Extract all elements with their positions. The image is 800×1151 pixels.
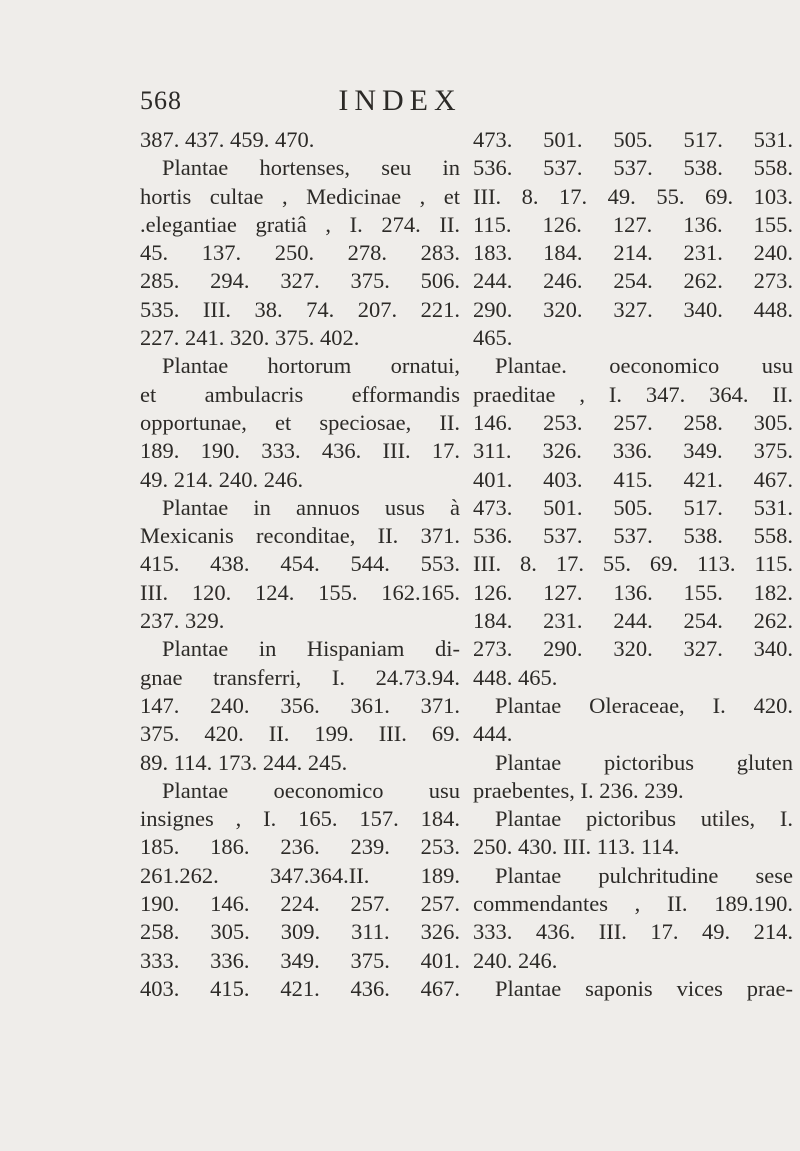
index-line: 473. 501. 505. 517. 531. [473, 127, 793, 152]
index-line: 333. 436. III. 17. 49. 214. [473, 919, 793, 945]
index-line: Plantae pictoribus gluten [495, 749, 793, 775]
index-line: Plantae. oeconomico usu [495, 353, 793, 379]
index-line: III. 8. 17. 49. 55. 69. 103. [473, 183, 793, 209]
index-line: Plantae hortenses, seu in [162, 155, 460, 181]
index-line: Mexicanis reconditae, II. 371. [140, 523, 460, 549]
page-number: 568 [140, 86, 182, 115]
index-line: 290. 320. 327. 340. 448. [473, 296, 793, 322]
index-line: gnae transferri, I. 24.73.94. [140, 664, 460, 690]
index-line: 237. 329. [140, 608, 225, 634]
index-line: 273. 290. 320. 327. 340. [473, 636, 793, 662]
index-line: et ambulacris efformandis [140, 381, 460, 407]
index-line: opportunae, et speciosae, II. [140, 409, 460, 435]
index-line: Plantae Oleraceae, I. 420. [495, 692, 793, 718]
index-line: Plantae in Hispaniam di- [162, 636, 460, 662]
index-line: 45. 137. 250. 278. 283. [140, 240, 460, 266]
index-line: 184. 231. 244. 254. 262. [473, 608, 793, 634]
index-line: III. 120. 124. 155. 162.165. [140, 579, 460, 605]
running-title: INDEX [338, 84, 462, 117]
index-line: Plantae in annuos usus à [162, 494, 460, 520]
index-line: praeditae , I. 347. 364. II. [473, 381, 793, 407]
index-line: 448. 465. [473, 664, 558, 690]
index-line: 244. 246. 254. 262. 273. [473, 268, 793, 294]
index-line: 311. 326. 336. 349. 375. [473, 438, 793, 464]
index-line: 444. [473, 721, 513, 747]
index-line: Plantae pictoribus utiles, I. [495, 806, 793, 832]
index-line: 190. 146. 224. 257. 257. [140, 891, 460, 917]
index-line: insignes , I. 165. 157. 184. [140, 806, 460, 832]
index-line: Plantae oeconomico usu [162, 777, 460, 803]
index-line: 227. 241. 320. 375. 402. [140, 325, 360, 351]
index-line: Plantae hortorum ornatui, [162, 353, 460, 379]
index-line: 536. 537. 537. 538. 558. [473, 155, 793, 181]
right-index-column [473, 126, 793, 1003]
index-line: praebentes, I. 236. 239. [473, 777, 684, 803]
index-line: 333. 336. 349. 375. 401. [140, 947, 460, 973]
index-line: 49. 214. 240. 246. [140, 466, 304, 492]
index-line: 258. 305. 309. 311. 326. [140, 919, 460, 945]
index-line: 250. 430. III. 113. 114. [473, 834, 680, 860]
index-line: Plantae pulchritudine sese [495, 862, 793, 888]
index-line: hortis cultae , Medicinae , et [140, 183, 460, 209]
index-line: 535. III. 38. 74. 207. 221. [140, 296, 460, 322]
index-line: 401. 403. 415. 421. 467. [473, 466, 793, 492]
index-line: 536. 537. 537. 538. 558. [473, 523, 793, 549]
index-line: 465. [473, 325, 513, 351]
left-index-column [140, 126, 460, 1003]
index-line: 375. 420. II. 199. III. 69. [140, 721, 460, 747]
index-line: 126. 127. 136. 155. 182. [473, 579, 793, 605]
index-line: commendantes , II. 189.190. [473, 891, 793, 917]
index-line: 403. 415. 421. 436. 467. [140, 975, 460, 1001]
index-line: .elegantiae gratiâ , I. 274. II. [140, 211, 460, 237]
index-line: 183. 184. 214. 231. 240. [473, 240, 793, 266]
index-line: Plantae saponis vices prae- [495, 975, 793, 1001]
index-line: 185. 186. 236. 239. 253. [140, 834, 460, 860]
index-line: 387. 437. 459. 470. [140, 127, 315, 152]
index-line: 146. 253. 257. 258. 305. [473, 409, 793, 435]
index-line: 473. 501. 505. 517. 531. [473, 494, 793, 520]
index-line: 89. 114. 173. 244. 245. [140, 749, 348, 775]
index-line: 415. 438. 454. 544. 553. [140, 551, 460, 577]
index-line: 115. 126. 127. 136. 155. [473, 211, 793, 237]
index-line: 261.262. 347.364.II. 189. [140, 862, 460, 888]
index-line: 147. 240. 356. 361. 371. [140, 692, 460, 718]
index-line: 240. 246. [473, 947, 558, 973]
index-line: III. 8. 17. 55. 69. 113. 115. [473, 551, 793, 577]
index-line: 285. 294. 327. 375. 506. [140, 268, 460, 294]
index-line: 189. 190. 333. 436. III. 17. [140, 438, 460, 464]
